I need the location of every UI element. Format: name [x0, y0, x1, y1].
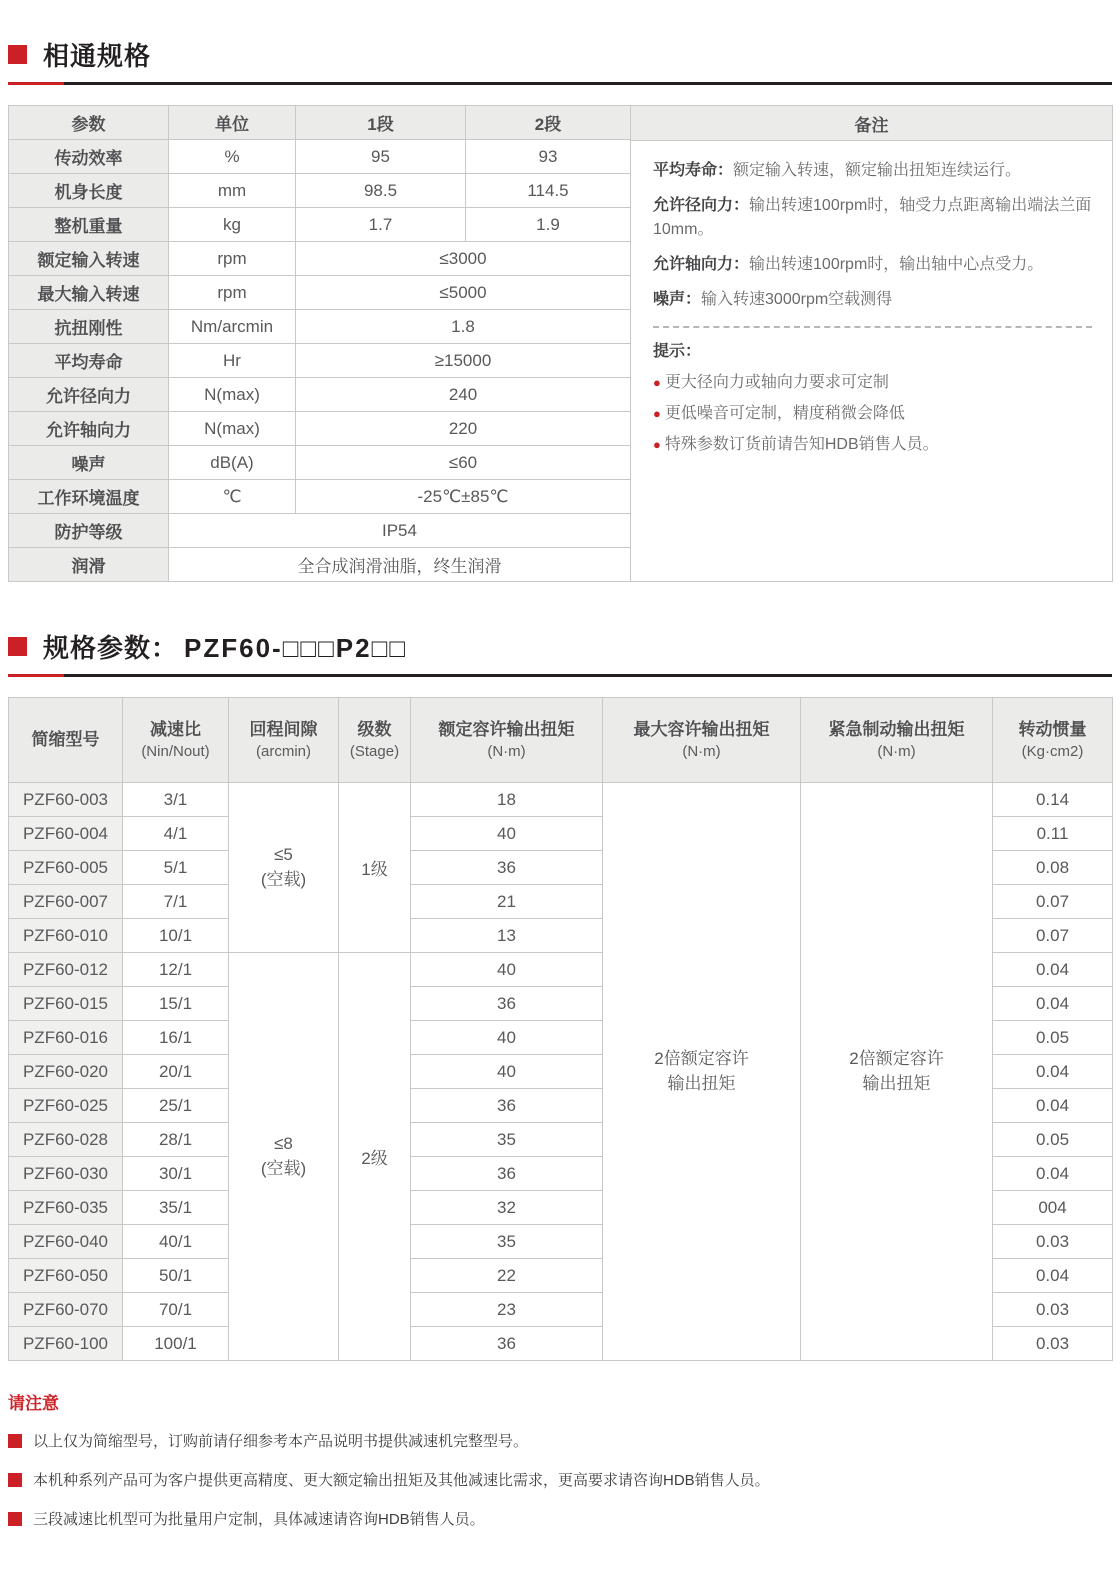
spec-area: [8, 105, 1112, 582]
rated-torque-value: 13: [411, 919, 603, 953]
remark-label: 平均寿命：: [653, 162, 734, 179]
ratio-value: 4/1: [123, 817, 229, 851]
model-table-body: [9, 783, 1113, 1361]
model-row: [9, 783, 1113, 817]
backlash-line: ≤5: [274, 844, 293, 864]
model-name: PZF60-016: [9, 1021, 123, 1055]
ratio-value: 28/1: [123, 1123, 229, 1157]
remark-label: 允许轴向力：: [653, 256, 750, 273]
spec-param-label: 抗扭刚性: [9, 310, 169, 344]
dashed-divider: [653, 326, 1092, 328]
spec-unit: N(max): [169, 412, 296, 446]
inertia-value: 0.03: [993, 1225, 1113, 1259]
spec-row: [9, 480, 631, 514]
spec-row: [9, 276, 631, 310]
heading-underline-red-segment: [8, 674, 64, 677]
model-column-header: [9, 698, 123, 783]
red-square-bullet-icon: [8, 1512, 22, 1526]
model-column-header-unit: (N·m): [877, 742, 916, 760]
spec-section-heading: [8, 36, 1112, 85]
rated-torque-value: 21: [411, 885, 603, 919]
model-column-header: [801, 698, 993, 783]
stage-value: 2级: [339, 953, 411, 1361]
spec-param-label: 工作环境温度: [9, 480, 169, 514]
note-item: [8, 1430, 1112, 1451]
ratio-value: 10/1: [123, 919, 229, 953]
model-column-header-title: 紧急制动输出扭矩: [828, 719, 965, 739]
model-column-header: [123, 698, 229, 783]
ratio-value: 15/1: [123, 987, 229, 1021]
rated-torque-value: 36: [411, 1327, 603, 1361]
max-torque-line: 2倍额定容许: [654, 1048, 749, 1068]
spec-column-header: 1段: [296, 106, 466, 140]
model-column-header: [993, 698, 1113, 783]
ratio-value: 70/1: [123, 1293, 229, 1327]
tip-item: [653, 402, 1092, 426]
model-section-heading: [8, 628, 1112, 677]
ratio-value: 25/1: [123, 1089, 229, 1123]
spec-unit: Hr: [169, 344, 296, 378]
spec-unit: rpm: [169, 276, 296, 310]
model-name: PZF60-020: [9, 1055, 123, 1089]
stage-value: 1级: [339, 783, 411, 953]
brake-torque-line: 2倍额定容许: [849, 1048, 944, 1068]
spec-row: [9, 140, 631, 174]
spec-unit: dB(A): [169, 446, 296, 480]
model-column-header-title: 减速比: [150, 719, 201, 739]
inertia-value: 0.05: [993, 1021, 1113, 1055]
ratio-value: 35/1: [123, 1191, 229, 1225]
remarks-body: [631, 141, 1112, 581]
red-dot-icon: ●: [653, 437, 661, 452]
spec-row: [9, 310, 631, 344]
inertia-value: 0.04: [993, 1157, 1113, 1191]
remark-text: 输入转速3000rpm空载测得: [701, 291, 893, 308]
model-section-title-prefix: 规格参数：: [43, 633, 179, 663]
rated-torque-value: 22: [411, 1259, 603, 1293]
red-square-icon: [8, 45, 27, 64]
ratio-value: 3/1: [123, 783, 229, 817]
backlash-value: [229, 953, 339, 1361]
inertia-value: 0.04: [993, 953, 1113, 987]
spec-param-label: 机身长度: [9, 174, 169, 208]
model-name: PZF60-070: [9, 1293, 123, 1327]
remark-text: 额定输入转速，额定输出扭矩连续运行。: [733, 162, 1022, 179]
spec-table: [8, 105, 631, 582]
spec-unit: mm: [169, 174, 296, 208]
model-name: PZF60-012: [9, 953, 123, 987]
model-name: PZF60-028: [9, 1123, 123, 1157]
remark-paragraph: [653, 159, 1092, 183]
model-name: PZF60-035: [9, 1191, 123, 1225]
rated-torque-value: 36: [411, 987, 603, 1021]
spec-row: [9, 378, 631, 412]
spec-param-label: 防护等级: [9, 514, 169, 548]
rated-torque-value: 40: [411, 1055, 603, 1089]
ratio-value: 30/1: [123, 1157, 229, 1191]
spec-unit: %: [169, 140, 296, 174]
model-name: PZF60-004: [9, 817, 123, 851]
model-name: PZF60-015: [9, 987, 123, 1021]
inertia-value: 0.03: [993, 1293, 1113, 1327]
max-torque-merged: [603, 783, 801, 1361]
spec-param-label: 最大输入转速: [9, 276, 169, 310]
model-table: [8, 697, 1113, 1361]
note-text: 以上仅为简缩型号，订购前请仔细参考本产品说明书提供减速机完整型号。: [33, 1433, 529, 1450]
spec-unit: rpm: [169, 242, 296, 276]
heading-underline: [8, 82, 1112, 85]
remarks-header: 备注: [631, 106, 1112, 141]
ratio-value: 12/1: [123, 953, 229, 987]
notes-list: [8, 1430, 1112, 1529]
model-name: PZF60-030: [9, 1157, 123, 1191]
model-column-header-unit: (Nin/Nout): [141, 742, 210, 760]
notes-title: 请注意: [8, 1394, 59, 1413]
note-item: [8, 1469, 1112, 1490]
rated-torque-value: 35: [411, 1123, 603, 1157]
rated-torque-value: 36: [411, 1089, 603, 1123]
model-header-row: [9, 698, 1113, 783]
spec-column-header: 2段: [466, 106, 631, 140]
inertia-value: 0.04: [993, 1055, 1113, 1089]
rated-torque-value: 40: [411, 953, 603, 987]
inertia-value: 004: [993, 1191, 1113, 1225]
spec-param-label: 噪声: [9, 446, 169, 480]
model-column-header-unit: (Kg·cm2): [1021, 742, 1084, 760]
model-name: PZF60-040: [9, 1225, 123, 1259]
rated-torque-value: 32: [411, 1191, 603, 1225]
remark-paragraph: [653, 253, 1092, 277]
model-column-header-unit: (N·m): [487, 742, 526, 760]
model-name: PZF60-050: [9, 1259, 123, 1293]
inertia-value: 0.14: [993, 783, 1113, 817]
spec-param-label: 传动效率: [9, 140, 169, 174]
rated-torque-value: 36: [411, 1157, 603, 1191]
spec-param-label: 允许轴向力: [9, 412, 169, 446]
spec-section-title: 相通规格: [43, 41, 152, 71]
red-square-bullet-icon: [8, 1434, 22, 1448]
spec-full-value: 全合成润滑油脂，终生润滑: [169, 548, 631, 582]
rated-torque-value: 40: [411, 1021, 603, 1055]
ratio-value: 7/1: [123, 885, 229, 919]
spec-param-label: 润滑: [9, 548, 169, 582]
spec-row: [9, 548, 631, 582]
rated-torque-value: 36: [411, 851, 603, 885]
remark-text: 输出转速100rpm时，轴受力点距离输出端法兰面10mm。: [653, 197, 1092, 238]
model-column-header-unit: (N·m): [682, 742, 721, 760]
tip-item: [653, 371, 1092, 395]
heading-underline: [8, 674, 1112, 677]
spec-value-seg1: 98.5: [296, 174, 466, 208]
model-column-header-unit: (arcmin): [256, 742, 311, 760]
ratio-value: 20/1: [123, 1055, 229, 1089]
spec-merged-value: -25℃±85℃: [296, 480, 631, 514]
spec-row: [9, 412, 631, 446]
spec-merged-value: ≤60: [296, 446, 631, 480]
model-name: PZF60-010: [9, 919, 123, 953]
spec-param-label: 允许径向力: [9, 378, 169, 412]
model-column-header: [603, 698, 801, 783]
brake-torque-merged: [801, 783, 993, 1361]
model-name: PZF60-025: [9, 1089, 123, 1123]
model-column-header-title: 简缩型号: [31, 729, 100, 749]
spec-unit: kg: [169, 208, 296, 242]
red-dot-icon: ●: [653, 375, 661, 390]
spec-unit: N(max): [169, 378, 296, 412]
model-name: PZF60-100: [9, 1327, 123, 1361]
note-item: [8, 1508, 1112, 1529]
heading-underline-red-segment: [8, 82, 64, 85]
spec-value-seg1: 1.7: [296, 208, 466, 242]
spec-value-seg1: 95: [296, 140, 466, 174]
backlash-line: ≤8: [274, 1133, 293, 1153]
spec-full-value: IP54: [169, 514, 631, 548]
model-column-header-title: 回程间隙: [249, 719, 318, 739]
remarks-panel: [631, 105, 1113, 582]
notes: [8, 1389, 1112, 1529]
model-heading-bar: [8, 628, 1112, 665]
model-column-header-unit: (Stage): [349, 742, 400, 760]
inertia-value: 0.04: [993, 1259, 1113, 1293]
inertia-value: 0.11: [993, 817, 1113, 851]
spec-merged-value: 1.8: [296, 310, 631, 344]
spec-row: [9, 242, 631, 276]
spec-row: [9, 446, 631, 480]
backlash-value: [229, 783, 339, 953]
inertia-value: 0.07: [993, 885, 1113, 919]
spec-unit: ℃: [169, 480, 296, 514]
model-name: PZF60-007: [9, 885, 123, 919]
tip-text: 更低噪音可定制，精度稍微会降低: [664, 405, 905, 422]
tip-text: 更大径向力或轴向力要求可定制: [664, 374, 889, 391]
model-name: PZF60-005: [9, 851, 123, 885]
backlash-line: (空载): [260, 869, 307, 889]
red-square-bullet-icon: [8, 1473, 22, 1487]
rated-torque-value: 35: [411, 1225, 603, 1259]
spec-unit: Nm/arcmin: [169, 310, 296, 344]
ratio-value: 100/1: [123, 1327, 229, 1361]
remark-label: 噪声：: [653, 291, 702, 308]
spec-column-header: 参数: [9, 106, 169, 140]
model-column-header-title: 级数: [357, 719, 392, 739]
spec-column-header: 单位: [169, 106, 296, 140]
model-column-header-title: 额定容许输出扭矩: [438, 719, 575, 739]
red-square-icon: [8, 637, 27, 656]
rated-torque-value: 18: [411, 783, 603, 817]
inertia-value: 0.07: [993, 919, 1113, 953]
spec-merged-value: ≤3000: [296, 242, 631, 276]
inertia-value: 0.08: [993, 851, 1113, 885]
spec-param-label: 额定输入转速: [9, 242, 169, 276]
spec-row: [9, 208, 631, 242]
tip-text: 特殊参数订货前请告知HDB销售人员。: [664, 436, 939, 453]
tips-title: 提示：: [653, 343, 702, 360]
ratio-value: 50/1: [123, 1259, 229, 1293]
model-section-title-code: PZF60-□□□P2□□: [184, 633, 408, 663]
model-column-header: [339, 698, 411, 783]
max-torque-line: 输出扭矩: [667, 1073, 736, 1093]
model-section-title: [43, 628, 407, 665]
rated-torque-value: 23: [411, 1293, 603, 1327]
spec-table-body: [9, 140, 631, 582]
ratio-value: 5/1: [123, 851, 229, 885]
spec-heading-bar: [8, 36, 1112, 73]
spec-value-seg2: 93: [466, 140, 631, 174]
note-text: 三段减速比机型可为批量用户定制，具体减速请咨询HDB销售人员。: [33, 1511, 485, 1528]
remark-paragraph: [653, 288, 1092, 312]
model-column-header-title: 最大容许输出扭矩: [633, 719, 770, 739]
spec-row: [9, 514, 631, 548]
inertia-value: 0.05: [993, 1123, 1113, 1157]
red-dot-icon: ●: [653, 406, 661, 421]
tip-item: [653, 433, 1092, 457]
spec-merged-value: 220: [296, 412, 631, 446]
model-column-header: [411, 698, 603, 783]
remark-label: 允许径向力：: [653, 197, 750, 214]
model-column-header-title: 转动惯量: [1018, 719, 1087, 739]
ratio-value: 40/1: [123, 1225, 229, 1259]
inertia-value: 0.04: [993, 1089, 1113, 1123]
spec-param-label: 平均寿命: [9, 344, 169, 378]
rated-torque-value: 40: [411, 817, 603, 851]
spec-merged-value: ≥15000: [296, 344, 631, 378]
brake-torque-line: 输出扭矩: [862, 1073, 931, 1093]
spec-value-seg2: 1.9: [466, 208, 631, 242]
model-name: PZF60-003: [9, 783, 123, 817]
spec-row: [9, 174, 631, 208]
spec-value-seg2: 114.5: [466, 174, 631, 208]
remark-paragraph: [653, 194, 1092, 242]
spec-merged-value: 240: [296, 378, 631, 412]
model-column-header: [229, 698, 339, 783]
ratio-value: 16/1: [123, 1021, 229, 1055]
spec-row: [9, 344, 631, 378]
spec-merged-value: ≤5000: [296, 276, 631, 310]
spec-header-row: [9, 106, 631, 140]
inertia-value: 0.04: [993, 987, 1113, 1021]
backlash-line: (空载): [260, 1158, 307, 1178]
spec-param-label: 整机重量: [9, 208, 169, 242]
inertia-value: 0.03: [993, 1327, 1113, 1361]
remark-text: 输出转速100rpm时，输出轴中心点受力。: [749, 256, 1044, 273]
note-text: 本机种系列产品可为客户提供更高精度、更大额定输出扭矩及其他减速比需求，更高要求请咨询HDB销售人员。: [33, 1472, 770, 1489]
